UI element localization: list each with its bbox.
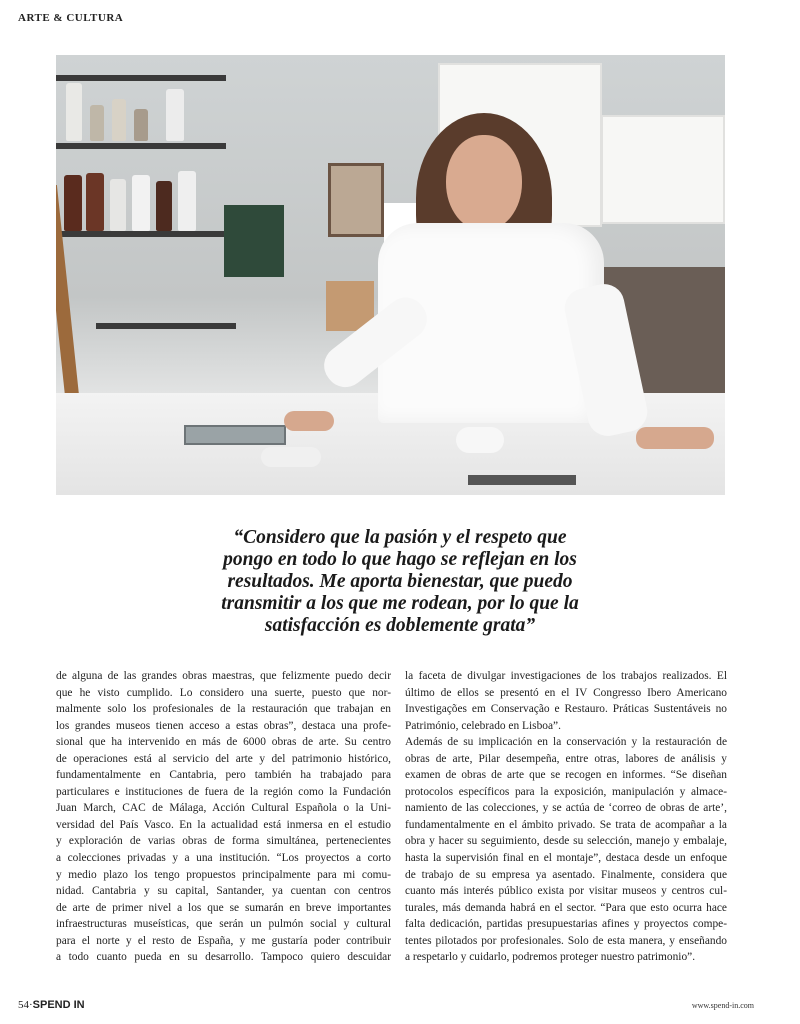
footer-separator: · (29, 999, 33, 1011)
bottle (166, 89, 184, 141)
body-line: fundamentalmente en Cantabria, pero también ha trabajado para (56, 769, 391, 782)
body-line: turales, más demanda habrá en el sector. “Para que esto ocurra hace (405, 901, 727, 914)
body-line: cuanto más interés público exista por visitar museos y centros cul- (405, 885, 727, 898)
body-line: Juan March, CAC de Málaga, Acción Cultural Española o la Uni- (56, 802, 391, 815)
body-line: de arte de primer nivel a los que se sumarán en breve importantes (56, 901, 391, 914)
body-line: hasta la supervisión final en el montaje”, destaca desde un enfoque (405, 852, 727, 865)
body-column-right (405, 668, 727, 966)
body-line: namiento de las colecciones, y se actúa de ‘correo de obras de arte’, (405, 802, 727, 815)
bottle (156, 181, 172, 231)
body-line: y exploración de varias obras de forma simultánea, pertenecientes (56, 835, 391, 848)
bottle (66, 83, 82, 141)
body-column-left (56, 668, 391, 966)
white-shelving-unit (601, 115, 725, 224)
pull-quote (150, 527, 650, 637)
shelf (96, 323, 236, 329)
body-line: para el norte y el resto de España, y me gustaría poder contribuir (56, 934, 391, 947)
person-hand-left (284, 411, 334, 431)
body-line: versidad del País Vasco. En la actualidad está inmersa en el estudio (56, 818, 391, 831)
shelf (56, 143, 226, 149)
body-line: la faceta de divulgar investigaciones de los trabajos realizados. El (405, 670, 727, 682)
tray (184, 425, 286, 445)
body-line: de operaciones está al servicio del arte y del patrimonio histórico, (56, 752, 391, 765)
bottle (112, 99, 126, 141)
shelf (56, 75, 226, 81)
pull-quote-line: satisfacción es doblemente grata” (264, 615, 536, 636)
body-line: de trabajo de su empresa ya asentado. Finalmente, considera que (405, 868, 727, 881)
page-footer (18, 999, 85, 1011)
body-line: de alguna de las grandes obras maestras, que felizmente puedo decir (56, 670, 391, 682)
person-face (446, 135, 522, 231)
bottle (132, 175, 150, 231)
body-line: último de ellos se presentó en el IV Congresso Ibero Americano (405, 686, 727, 699)
body-line: Investigações em Conservação e Restauro. Práticas Sustentáveis no (405, 703, 727, 716)
bottle (134, 109, 148, 141)
pull-quote-line: transmitir a los que me rodean, por lo que la (221, 593, 579, 614)
body-line: nidad. Cantabria y su capital, Santander, ya cuentan con centros (56, 885, 391, 898)
body-line: tentes pilotados por profesionales. Solo de esta manera, y enseñando (405, 934, 727, 947)
bottle (86, 173, 104, 231)
cotton-swabs (456, 427, 504, 453)
body-line: infraestructuras museísticas, que serán un pulmón social y cultural (56, 918, 391, 931)
body-line: fundamentalmente en el ámbito privado. Se trata de acompañar a la (405, 818, 727, 831)
body-line: particulares e instituciones de fuera de la región como la Fundación (56, 785, 391, 798)
body-line: malmente solo los profesionales de la restauración que trabajan en (56, 703, 391, 716)
body-line: los grandes museos tienen acceso a estas obras”, destaca una profe- (56, 719, 391, 732)
green-drawers (224, 205, 284, 277)
page-number: 54 (18, 999, 29, 1011)
framed-artwork (328, 163, 384, 237)
pull-quote-line: “Considero que la pasión y el respeto que (233, 527, 567, 548)
body-line: examen de obras de arte que se recogen en informes. “Se diseñan (405, 769, 727, 782)
magazine-brand: SPEND IN (32, 999, 85, 1011)
body-line: a todo cuanto pueda en su desarrollo. Tampoco quiero descuidar (56, 951, 391, 964)
section-header: ARTE & CULTURA (18, 12, 124, 24)
bottle (64, 175, 82, 231)
body-line: y medio plazo los tengo propuestos principalmente para mi comu- (56, 868, 391, 881)
body-line: a colecciones privadas y a una institución. “Los proyectos a corto (56, 852, 391, 865)
website-url[interactable]: www.spend-in.com (691, 1001, 754, 1010)
pull-quote-line: resultados. Me aporta bienestar, que puedo (227, 571, 573, 592)
body-line: sional que ha intervenido en más de 6000 obras de arte. Su centro (56, 736, 391, 749)
pull-quote-line: pongo en todo lo que hago se reflejan en los (223, 549, 577, 570)
roll (261, 447, 321, 467)
body-line: protocolos específicos para la exposición, manipulación y almace- (405, 785, 727, 798)
body-line: Património, celebrado en Lisboa”. (405, 719, 561, 732)
body-line: obra y hacer su seguimiento, desde su selección, manejo y embalaje, (405, 835, 727, 848)
body-line: a respetarlo y cuidarlo, podremos proteger nuestro patrimonio”. (405, 951, 696, 964)
article-photo (56, 55, 725, 495)
body-line: falta dedicación, partidas presupuestarias afines y proyectos compe- (405, 918, 727, 931)
tool (468, 475, 576, 485)
body-line: que he visto cumplido. Lo considero una suerte, puesto que nor- (56, 686, 391, 699)
bottle (110, 179, 126, 231)
body-line: obras de arte, Pilar desempeña, entre otras, labores de análisis y (405, 752, 727, 765)
shelf (56, 231, 226, 237)
body-line: Además de su implicación en la conservación y la restauración de (405, 736, 727, 749)
person-hand-right (636, 427, 714, 449)
bottle (90, 105, 104, 141)
bottle (178, 171, 196, 231)
